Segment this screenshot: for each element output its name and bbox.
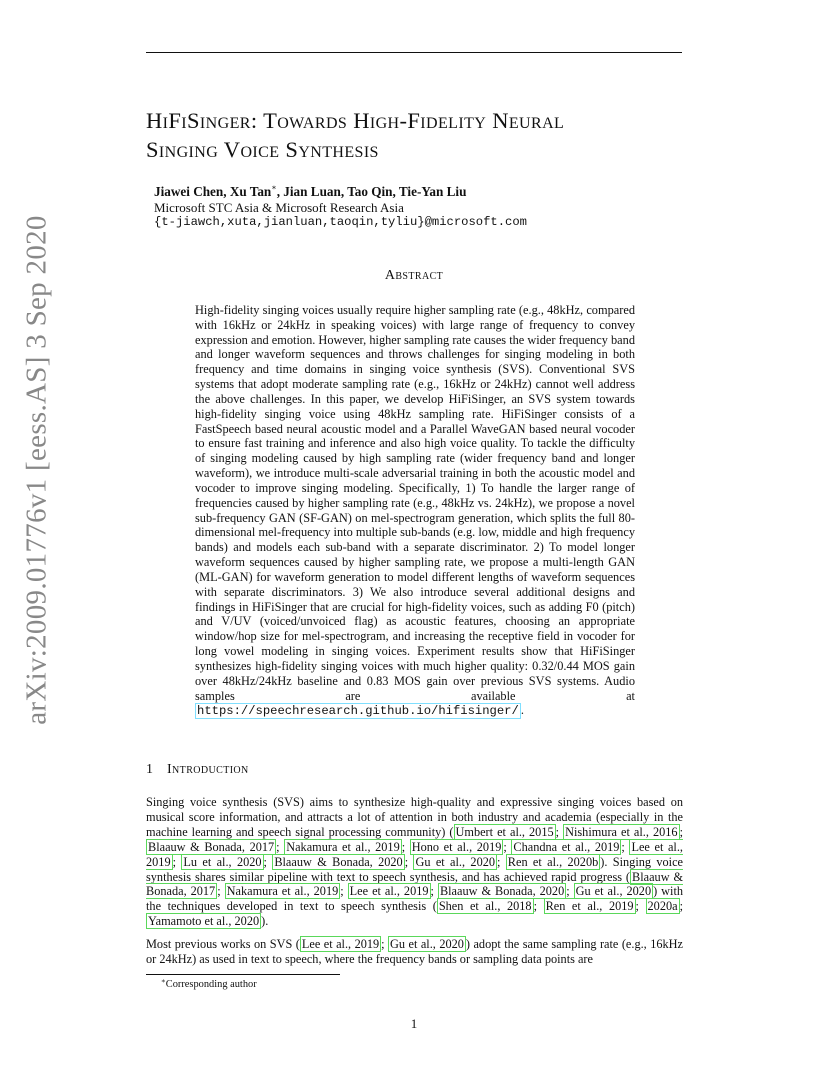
citation-link[interactable]: Nakamura et al., 2019 [226, 884, 339, 899]
text-run: ; [340, 884, 348, 899]
citation-link[interactable]: Blaauw & Bonada, 2020 [439, 884, 565, 899]
authors-part-2: , Jian Luan, Tao Qin, Tie-Yan Liu [276, 184, 467, 199]
text-run: ; [679, 899, 684, 914]
text-run: ; [497, 854, 506, 869]
text-run: ). [261, 914, 269, 929]
text-run: ; [404, 854, 414, 869]
text-run: ; [172, 854, 182, 869]
text-run: ). Singing voice synthesis shares similar pipeline with text to speech synthesis, and has achieved rapid progress ( [146, 854, 684, 884]
citation-link[interactable]: Lee et al., 2019 [146, 839, 683, 869]
text-run: ) adopt the same sampling rate (e.g., 16kHz or 24kHz) as used in text to speech, where the frequency bands or sampling data points are [146, 937, 683, 966]
affiliation: Microsoft STC Asia & Microsoft Research Asia [154, 200, 404, 215]
footnote-text: Corresponding author [165, 979, 257, 990]
citation-link[interactable]: Chandna et al., 2019 [513, 839, 620, 854]
text-run: ; [555, 824, 564, 839]
authors-part-1: Jiawei Chen, Xu Tan [154, 184, 272, 199]
citation-link[interactable]: Lu et al., 2020 [183, 854, 262, 869]
citation-link[interactable]: Yamamoto et al., 2020 [148, 914, 260, 929]
section-heading [146, 762, 249, 778]
section-number: 1 [146, 762, 153, 777]
text-run: ; [401, 839, 410, 854]
footnote-rule [146, 974, 340, 975]
intro-paragraph-2 [146, 937, 683, 967]
corresponding-mark[interactable]: ∗ [271, 183, 277, 192]
text-run: ; [679, 824, 683, 839]
section-title: Introduction [167, 762, 249, 777]
text-run: ; [217, 884, 225, 899]
text-run: ; [635, 899, 646, 914]
citation-link[interactable]: Blaauw & Bonada, 2017 [148, 839, 275, 854]
citation-link[interactable]: Lee et al., 2019 [349, 884, 429, 899]
arxiv-stamp-text: arXiv:2009.01776v1 [eess.AS] 3 Sep 2020 [20, 215, 53, 725]
page-number: 1 [410, 1016, 418, 1031]
text-run: ; [381, 937, 389, 951]
text-run: Most previous works on SVS ( [146, 937, 300, 951]
footnote [161, 977, 257, 990]
title-line-2: Singing Voice Synthesis [146, 137, 379, 162]
abstract-body [195, 303, 635, 719]
citation-link[interactable]: Umbert et al., 2015 [455, 824, 554, 839]
text-run: ; [533, 899, 544, 914]
abstract-text: High-fidelity singing voices usually require higher sampling rate (e.g., 48kHz, compared with 16kHz or 24kHz in speaking voices) with large range of frequency to convey expression and emotion. However, higher sampling rate causes the wider frequency band and longer waveform sequences and throws challenges for singing modeling in both frequency and time domains in singing voice synthesis (SVS). Conventional SVS systems that adopt moderate sampling rate (e.g., 16kHz or 24kHz) cannot well address the above challenges. In this paper, we develop HiFiSinger, an SVS system towards high-fidelity singing voice using 48kHz sampling rate. HiFiSinger consists of a FastSpeech based neural acoustic model and a Parallel WaveGAN based neural vocoder to ensure fast training and inference and also high voice quality. To tackle the difficulty of singing modeling caused by high sampling rate (wider frequency band and longer waveform), we introduce multi-scale adversarial training in both the acoustic model and vocoder to improve singing modeling. Specifically, 1) To handle the larger range of frequencies caused by higher sampling rate (e.g., 48kHz vs. 24kHz), we propose a novel sub-frequency GAN (SF-GAN) on mel-spectrogram generation, which splits the full 80-dimensional mel-frequency into multiple sub-bands (e.g. low, middle and high frequency bands) and models each sub-band with a separate discriminator. 2) To model longer waveform sequences caused by higher sampling rate, we propose a multi-length GAN (ML-GAN) for waveform generation to model different lengths of waveform sequences with separate discriminators. 3) We also introduce several additional designs and findings in HiFiSinger that are crucial for high-fidelity voices, such as adding F0 (pitch) and V/UV (voiced/unvoiced flag) as acoustic features, choosing an appropriate window/hop size for mel-spectrogram, and increasing the receptive field in vocoder for long vowel modeling in singing voices. Experiment results show that HiFiSinger synthesizes high-fidelity singing voices with much higher quality: 0.32/0.44 MOS gain over 48kHz/24kHz baseline and 0.83 MOS gain over previous SVS systems. Audio samples are available at [195, 303, 635, 703]
abstract-end: . [520, 703, 524, 718]
intro-paragraph-1 [146, 795, 683, 929]
citation-link[interactable]: Nishimura et al., 2016 [565, 824, 678, 839]
citation-link[interactable]: Shen et al., 2018 [438, 899, 532, 914]
author-emails: {t-jiawch,xuta,jianluan,taoqin,tyliu}@microsoft.com [154, 215, 527, 229]
text-run: ) with the techniques developed in text to speech synthesis ( [146, 884, 684, 914]
text-run: ; [566, 884, 574, 899]
author-list [154, 183, 466, 200]
text-run: ; [430, 884, 438, 899]
citation-link[interactable]: Gu et al., 2020 [575, 884, 652, 899]
citation-link[interactable]: 2020a [647, 899, 678, 914]
footnote-mark: ∗ [161, 977, 166, 985]
paper-title [146, 106, 686, 164]
text-run: ; [503, 839, 512, 854]
text-run: Singing voice synthesis (SVS) aims to synthesize high-quality and expressive singing voices based on musical score information, and attracts a lot of attention in both industry and academia (especially in the machine learning and speech signal processing community) ( [146, 795, 683, 839]
citation-link[interactable]: Ren et al., 2019 [545, 899, 634, 914]
title-line-1: HiFiSinger: Towards High-Fidelity Neural [146, 108, 565, 133]
citation-link[interactable]: Nakamura et al., 2019 [286, 839, 400, 854]
arxiv-stamp [20, 215, 53, 725]
citation-link[interactable]: Blaauw & Bonada, 2017 [146, 869, 684, 899]
citation-link[interactable]: Blaauw & Bonada, 2020 [274, 854, 403, 869]
citation-link[interactable]: Hono et al., 2019 [411, 839, 502, 854]
abstract-heading: Abstract [384, 268, 444, 283]
text-run: ; [276, 839, 285, 854]
citation-link[interactable]: Ren et al., 2020b [507, 854, 599, 869]
text-run: ; [263, 854, 273, 869]
citation-link[interactable]: Gu et al., 2020 [415, 854, 496, 869]
project-url-link[interactable]: https://speechresearch.github.io/hifisinger/ [197, 704, 519, 719]
top-rule [146, 52, 682, 53]
citation-link[interactable]: Gu et al., 2020 [390, 937, 464, 951]
text-run: ; [621, 839, 630, 854]
citation-link[interactable]: Lee et al., 2019 [301, 937, 380, 951]
